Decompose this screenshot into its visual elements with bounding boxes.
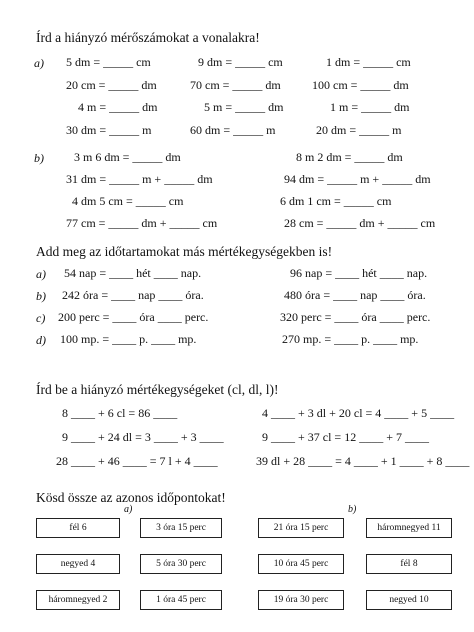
match-box-b-right-3: negyed 10 xyxy=(366,590,452,610)
ex2-row2-right: 480 óra = ____ nap ____ óra. xyxy=(284,288,426,302)
match-box-a-right-3: 1 óra 45 perc xyxy=(140,590,222,610)
ex1-a-row1-col2: 9 dm = _____ cm xyxy=(198,55,283,69)
ex2-row3-label: c) xyxy=(36,311,46,325)
match-box-a-right-2: 5 óra 30 perc xyxy=(140,554,222,574)
part-a-label: a) xyxy=(34,56,44,70)
ex4-part-b-label: b) xyxy=(348,504,357,515)
ex1-a-row2-col3: 100 cm = _____ dm xyxy=(312,78,409,92)
match-box-b-right-2: fél 8 xyxy=(366,554,452,574)
ex3-row1-left: 8 ____ + 6 cl = 86 ____ xyxy=(62,406,178,420)
ex2-row1-label: a) xyxy=(36,267,46,281)
ex2-row2-left: 242 óra = ____ nap ____ óra. xyxy=(62,288,204,302)
ex3-row1-right: 4 ____ + 3 dl + 20 cl = 4 ____ + 5 ____ xyxy=(262,406,455,420)
ex1-b-row2-right: 94 dm = _____ m + _____ dm xyxy=(284,172,431,186)
ex3-row3-left: 28 ____ + 46 ____ = 7 l + 4 ____ xyxy=(56,454,218,468)
ex1-a-row4-col2: 60 dm = _____ m xyxy=(190,123,276,137)
match-box-b-left-2: 10 óra 45 perc xyxy=(258,554,344,574)
ex3-row2-left: 9 ____ + 24 dl = 3 ____ + 3 ____ xyxy=(62,430,224,444)
ex1-a-row1-col1: 5 dm = _____ cm xyxy=(66,55,151,69)
match-box-b-right-1: háromnegyed 11 xyxy=(366,518,452,538)
ex2-row4-label: d) xyxy=(36,333,46,347)
match-box-a-right-1: 3 óra 15 perc xyxy=(140,518,222,538)
ex4-part-a-label: a) xyxy=(124,504,133,515)
ex1-a-row4-col3: 20 dm = _____ m xyxy=(316,123,402,137)
exercise-1-title: Írd a hiányzó mérőszámokat a vonalakra! xyxy=(36,30,260,45)
ex2-row2-label: b) xyxy=(36,289,46,303)
ex1-a-row3-col2: 5 m = _____ dm xyxy=(204,100,284,114)
ex2-row3-left: 200 perc = ____ óra ____ perc. xyxy=(58,310,209,324)
ex1-b-row2-left: 31 dm = _____ m + _____ dm xyxy=(66,172,213,186)
ex1-a-row3-col3: 1 m = _____ dm xyxy=(330,100,410,114)
exercise-4-title: Kösd össze az azonos időpontokat! xyxy=(36,490,226,505)
ex1-a-row2-col1: 20 cm = _____ dm xyxy=(66,78,157,92)
match-box-a-left-3: háromnegyed 2 xyxy=(36,590,120,610)
match-box-b-left-3: 19 óra 30 perc xyxy=(258,590,344,610)
ex1-b-row1-right: 8 m 2 dm = _____ dm xyxy=(296,150,403,164)
ex2-row4-left: 100 mp. = ____ p. ____ mp. xyxy=(60,332,197,346)
exercise-3-title: Írd be a hiányzó mértékegységeket (cl, dl, l)! xyxy=(36,382,279,397)
ex1-b-row3-right: 6 dm 1 cm = _____ cm xyxy=(280,194,392,208)
match-box-a-left-2: negyed 4 xyxy=(36,554,120,574)
match-box-b-left-1: 21 óra 15 perc xyxy=(258,518,344,538)
ex1-b-row1-left: 3 m 6 dm = _____ dm xyxy=(74,150,181,164)
exercise-2-title: Add meg az időtartamokat más mértékegységekben is! xyxy=(36,244,333,259)
ex1-b-row4-left: 77 cm = _____ dm + _____ cm xyxy=(66,216,218,230)
ex1-b-row4-right: 28 cm = _____ dm + _____ cm xyxy=(284,216,436,230)
ex1-a-row4-col1: 30 dm = _____ m xyxy=(66,123,152,137)
ex1-a-row2-col2: 70 cm = _____ dm xyxy=(190,78,281,92)
ex1-b-row3-left: 4 dm 5 cm = _____ cm xyxy=(72,194,184,208)
ex2-row1-right: 96 nap = ____ hét ____ nap. xyxy=(290,266,428,280)
ex2-row3-right: 320 perc = ____ óra ____ perc. xyxy=(280,310,431,324)
ex2-row1-left: 54 nap = ____ hét ____ nap. xyxy=(64,266,202,280)
ex1-a-row1-col3: 1 dm = _____ cm xyxy=(326,55,411,69)
ex3-row3-right: 39 dl + 28 ____ = 4 ____ + 1 ____ + 8 ____ xyxy=(256,454,470,468)
part-b-label: b) xyxy=(34,151,44,165)
ex2-row4-right: 270 mp. = ____ p. ____ mp. xyxy=(282,332,419,346)
ex1-a-row3-col1: 4 m = _____ dm xyxy=(78,100,158,114)
ex3-row2-right: 9 ____ + 37 cl = 12 ____ + 7 ____ xyxy=(262,430,429,444)
match-box-a-left-1: fél 6 xyxy=(36,518,120,538)
